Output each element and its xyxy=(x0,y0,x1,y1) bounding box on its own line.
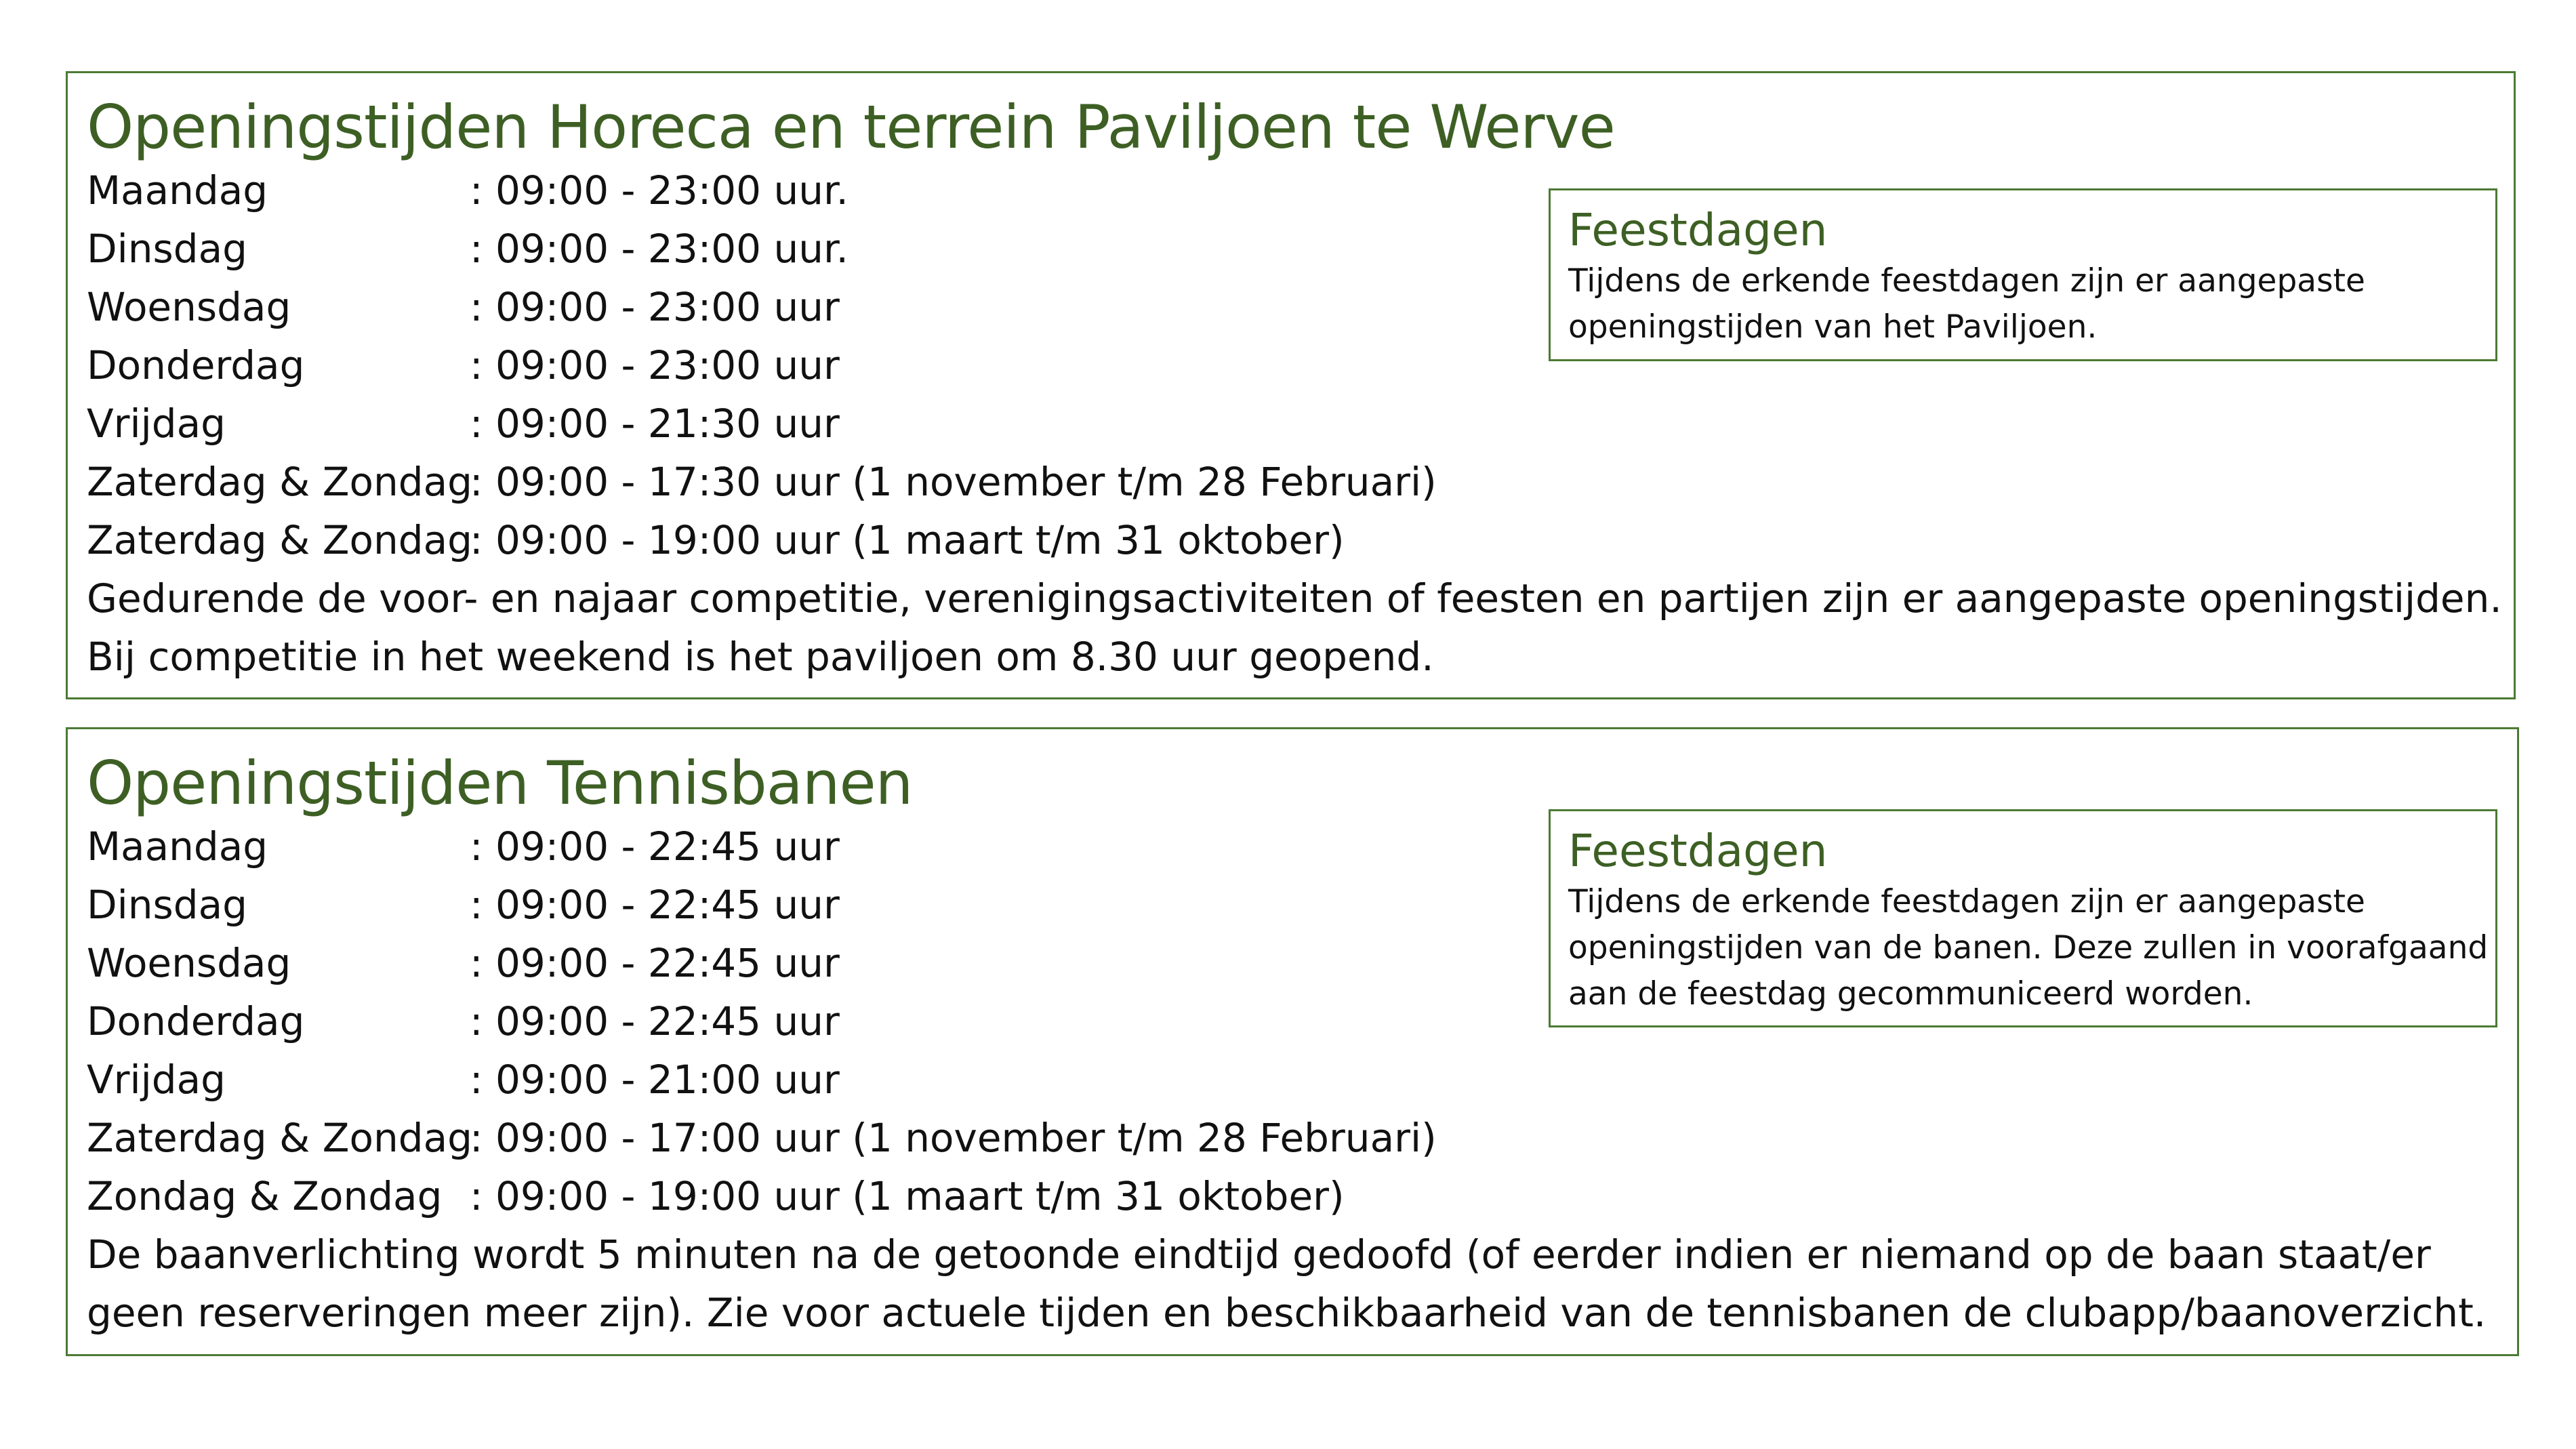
time-value: : 09:00 - 21:30 uur xyxy=(470,401,840,447)
time-value: : 09:00 - 19:00 uur (1 maart t/m 31 oktober) xyxy=(470,517,1345,563)
time-value: : 09:00 - 22:45 uur xyxy=(470,940,840,986)
tennis-title: Openingstijden Tennisbanen xyxy=(87,748,913,818)
holiday-text-line: Tijdens de erkende feestdagen zijn er aangepaste xyxy=(1568,262,2365,300)
hours-row xyxy=(87,876,1437,934)
holiday-title: Feestdagen xyxy=(1568,204,1828,256)
day-label: Zaterdag & Zondag xyxy=(87,1115,472,1161)
holiday-text-line: Tijdens de erkende feestdagen zijn er aangepaste xyxy=(1568,883,2365,920)
day-label: Maandag xyxy=(87,167,268,213)
hours-row xyxy=(87,1167,1437,1225)
holiday-text-line: aan de feestdag gecommuniceerd worden. xyxy=(1568,975,2253,1013)
tennis-hours-list xyxy=(87,817,1437,1225)
day-label: Donderdag xyxy=(87,998,305,1044)
hours-row xyxy=(87,992,1437,1050)
hours-row xyxy=(87,1050,1437,1109)
holiday-text-line: openingstijden van het Paviljoen. xyxy=(1568,308,2098,346)
horeca-hours-panel xyxy=(66,71,2516,699)
time-value: : 09:00 - 23:00 uur. xyxy=(470,226,849,272)
time-value: : 09:00 - 22:45 uur xyxy=(470,882,840,928)
horeca-note-competition: Gedurende de voor- en najaar competitie, verenigingsactiviteiten of feesten en partijen zijn er aangepaste openingstijden. xyxy=(87,575,2502,621)
hours-row xyxy=(87,220,1437,278)
time-value: : 09:00 - 23:00 uur xyxy=(470,342,840,388)
time-value: : 09:00 - 23:00 uur. xyxy=(470,167,849,213)
hours-row xyxy=(87,336,1437,394)
time-value: : 09:00 - 22:45 uur xyxy=(470,998,840,1044)
day-label: Zaterdag & Zondag xyxy=(87,459,472,505)
holiday-title: Feestdagen xyxy=(1568,825,1828,877)
hours-row xyxy=(87,817,1437,876)
horeca-hours-list xyxy=(87,161,1437,569)
day-label: Dinsdag xyxy=(87,226,247,272)
tennis-note-lighting: De baanverlichting wordt 5 minuten na de getoonde eindtijd gedoofd (of eerder indien er niemand op de baan staat/er xyxy=(87,1231,2431,1278)
holiday-text-line: openingstijden van de banen. Deze zullen in voorafgaand xyxy=(1568,929,2489,966)
time-value: : 09:00 - 22:45 uur xyxy=(470,823,840,870)
day-label: Vrijdag xyxy=(87,401,226,447)
hours-row xyxy=(87,934,1437,992)
time-value: : 09:00 - 17:30 uur (1 november t/m 28 Februari) xyxy=(470,459,1437,505)
hours-row xyxy=(87,453,1437,511)
time-value: : 09:00 - 19:00 uur (1 maart t/m 31 oktober) xyxy=(470,1173,1345,1219)
hours-row xyxy=(87,394,1437,453)
tennis-hours-panel xyxy=(66,727,2519,1356)
horeca-holiday-box xyxy=(1549,188,2497,361)
tennis-holiday-box xyxy=(1549,809,2497,1027)
time-value: : 09:00 - 21:00 uur xyxy=(470,1057,840,1103)
day-label: Woensdag xyxy=(87,940,291,986)
day-label: Maandag xyxy=(87,823,268,870)
tennis-note-reservations: geen reserveringen meer zijn). Zie voor actuele tijden en beschikbaarheid van de tennisbanen de clubapp/baanoverzicht. xyxy=(87,1290,2487,1336)
day-label: Dinsdag xyxy=(87,882,247,928)
day-label: Zaterdag & Zondag xyxy=(87,517,472,563)
hours-row xyxy=(87,1109,1437,1167)
horeca-title: Openingstijden Horeca en terrein Paviljoen te Werve xyxy=(87,92,1615,162)
time-value: : 09:00 - 17:00 uur (1 november t/m 28 Februari) xyxy=(470,1115,1437,1161)
day-label: Vrijdag xyxy=(87,1057,226,1103)
hours-row xyxy=(87,511,1437,569)
horeca-note-weekend: Bij competitie in het weekend is het paviljoen om 8.30 uur geopend. xyxy=(87,634,1434,680)
hours-row xyxy=(87,161,1437,220)
time-value: : 09:00 - 23:00 uur xyxy=(470,284,840,330)
day-label: Woensdag xyxy=(87,284,291,330)
day-label: Donderdag xyxy=(87,342,305,388)
hours-row xyxy=(87,278,1437,336)
day-label: Zondag & Zondag xyxy=(87,1173,443,1219)
